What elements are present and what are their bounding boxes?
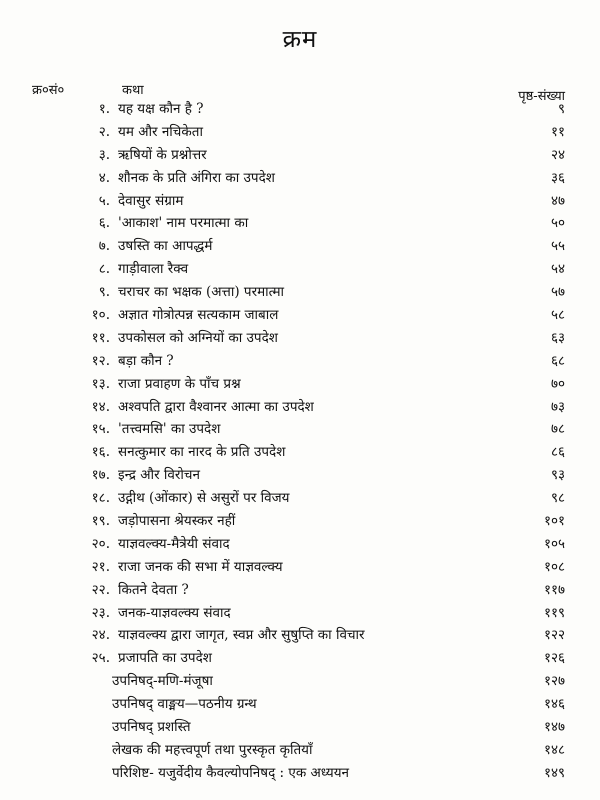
entry-page-number: ३६ [550,169,565,186]
toc-entry [30,373,565,396]
entry-page-number: ४७ [550,192,565,209]
content-column-header: कथा [122,83,144,98]
entry-title: यह यक्ष कौन है ? [118,101,204,117]
entry-title: 'तत्त्वमसि' का उपदेश [118,421,221,438]
page-title: क्रम [282,25,318,53]
entry-page-number: १२६ [543,650,565,667]
page-column-header: पृष्ठ-संख्या [518,89,565,104]
entry-page-number: ७० [550,375,565,392]
entry-title: जड़ोपासना श्रेयस्कर नहीं [118,513,236,530]
entry-page-number: ९८ [550,490,565,507]
entry-title: चराचर का भक्षक (अत्ता) परमात्मा [118,284,285,301]
toc-entry [30,350,565,373]
table-of-contents [30,98,565,785]
entry-page-number: ८६ [550,444,565,461]
entry-title: परिशिष्ट- यजुर्वेदीय कैवल्योपनिषद् : एक अध्ययन [112,764,350,781]
entry-page-number: ११७ [543,581,565,598]
toc-entry [30,396,565,419]
entry-title: उपनिषद् प्रशस्ति [112,719,191,736]
toc-entry [30,739,565,762]
entry-title: लेखक की महत्त्वपूर्ण तथा पुरस्कृत कृतियाँ [112,741,313,758]
entry-page-number: १२२ [543,627,565,644]
entry-number: ३. [98,146,110,163]
entry-title: इन्द्र और विरोचन [118,467,200,484]
entry-number: ९. [98,284,110,301]
entry-title: कितने देवता ? [118,581,189,598]
entry-title: राजा प्रवाहण के पाँच प्रश्न [118,375,241,392]
entry-title: प्रजापति का उपदेश [118,650,212,667]
entry-title: उषस्ति का आपद्धर्म [118,238,213,255]
entry-title: यम और नचिकेता [118,123,203,140]
entry-title: उद्गीथ (ओंकार) से असुरों पर विजय [118,490,290,507]
entry-number: ५. [98,192,110,209]
entry-page-number: ६८ [550,352,565,369]
entry-number: १२. [91,352,110,369]
toc-entry [30,762,565,785]
entry-title: याज्ञवल्क्य द्वारा जागृत, स्वप्न और सुषुप्ति का विचार [118,627,365,644]
toc-entry [30,624,565,647]
entry-number: २३. [91,604,110,621]
entry-number: ४. [98,169,110,186]
entry-number: २५. [91,650,110,667]
entry-page-number: ९ [557,101,565,117]
entry-page-number: ५८ [550,307,565,324]
toc-entry [30,327,565,350]
entry-number: ८. [98,261,110,278]
toc-entry [30,212,565,235]
entry-number: १९. [91,513,110,530]
toc-entry [30,304,565,327]
entry-number: २२. [91,581,110,598]
entry-number: ७. [98,238,110,255]
entry-number: १६. [91,444,110,461]
entry-page-number: ७३ [550,398,565,415]
entry-page-number: ७८ [550,421,565,438]
entry-page-number: ११ [550,123,565,140]
toc-entry [30,98,565,121]
entry-title: याज्ञवल्क्य-मैत्रेयी संवाद [118,535,230,552]
entry-number: २. [98,123,110,140]
toc-entry [30,258,565,281]
entry-title: 'आकाश' नाम परमात्मा का [118,215,249,232]
toc-entry [30,441,565,464]
entry-page-number: ६३ [550,329,565,346]
toc-entry [30,670,565,693]
entry-title: अश्वपति द्वारा वैश्वानर आत्मा का उपदेश [118,398,314,415]
entry-title: सनत्कुमार का नारद के प्रति उपदेश [118,444,286,461]
toc-entry [30,510,565,533]
entry-number: १३. [91,375,110,392]
entry-number: १४. [91,398,110,415]
entry-title: बड़ा कौन ? [118,352,174,369]
entry-page-number: १२७ [543,673,565,690]
entry-number: १०. [91,307,110,324]
toc-entry [30,281,565,304]
entry-number: २४. [91,627,110,644]
entry-title: उपनिषद् वाङ्मय—पठनीय ग्रन्थ [112,696,257,713]
entry-page-number: १४९ [543,764,565,781]
entry-number: १५. [91,421,110,438]
entry-number: ११. [91,329,110,346]
entry-page-number: ५५ [550,238,565,255]
entry-number: ६. [98,215,110,232]
toc-entry [30,716,565,739]
entry-page-number: १४७ [543,719,565,736]
toc-entry [30,602,565,625]
toc-entry [30,533,565,556]
entry-title: गाड़ीवाला रैक्व [118,261,189,278]
toc-entry [30,235,565,258]
entry-title: राजा जनक की सभा में याज्ञवल्क्य [118,558,283,575]
entry-number: २१. [91,558,110,575]
toc-entry [30,418,565,441]
entry-title: जनक-याज्ञवल्क्य संवाद [118,604,231,621]
entry-title: ऋषियों के प्रश्नोत्तर [118,146,207,163]
toc-entry [30,190,565,213]
toc-entry [30,464,565,487]
entry-title: अज्ञात गोत्रोत्पन्न सत्यकाम जाबाल [118,307,279,324]
entry-number: २०. [91,535,110,552]
entry-page-number: २४ [550,146,565,163]
entry-number: १८. [91,490,110,507]
serial-column-header: क्र०सं० [32,83,65,98]
entry-page-number: ११९ [543,604,565,621]
entry-page-number: १०१ [543,513,565,530]
entry-page-number: १०८ [543,558,565,575]
entry-number: १७. [91,467,110,484]
entry-page-number: ५७ [550,284,565,301]
entry-title: शौनक के प्रति अंगिरा का उपदेश [118,169,275,186]
entry-title: देवासुर संग्राम [118,192,184,209]
entry-number: १. [98,101,110,117]
toc-entry [30,647,565,670]
entry-page-number: ५० [550,215,565,232]
entry-page-number: १४६ [543,696,565,713]
entry-title: उपकोसल को अग्नियों का उपदेश [118,329,278,346]
entry-page-number: ९३ [550,467,565,484]
entry-page-number: १०५ [543,535,565,552]
toc-entry [30,579,565,602]
toc-entry [30,121,565,144]
toc-entry [30,693,565,716]
toc-entry [30,487,565,510]
entry-page-number: १४८ [543,741,565,758]
entry-page-number: ५४ [550,261,565,278]
toc-entry [30,144,565,167]
entry-title: उपनिषद्-मणि-मंजूषा [112,673,213,690]
toc-entry [30,167,565,190]
toc-entry [30,556,565,579]
